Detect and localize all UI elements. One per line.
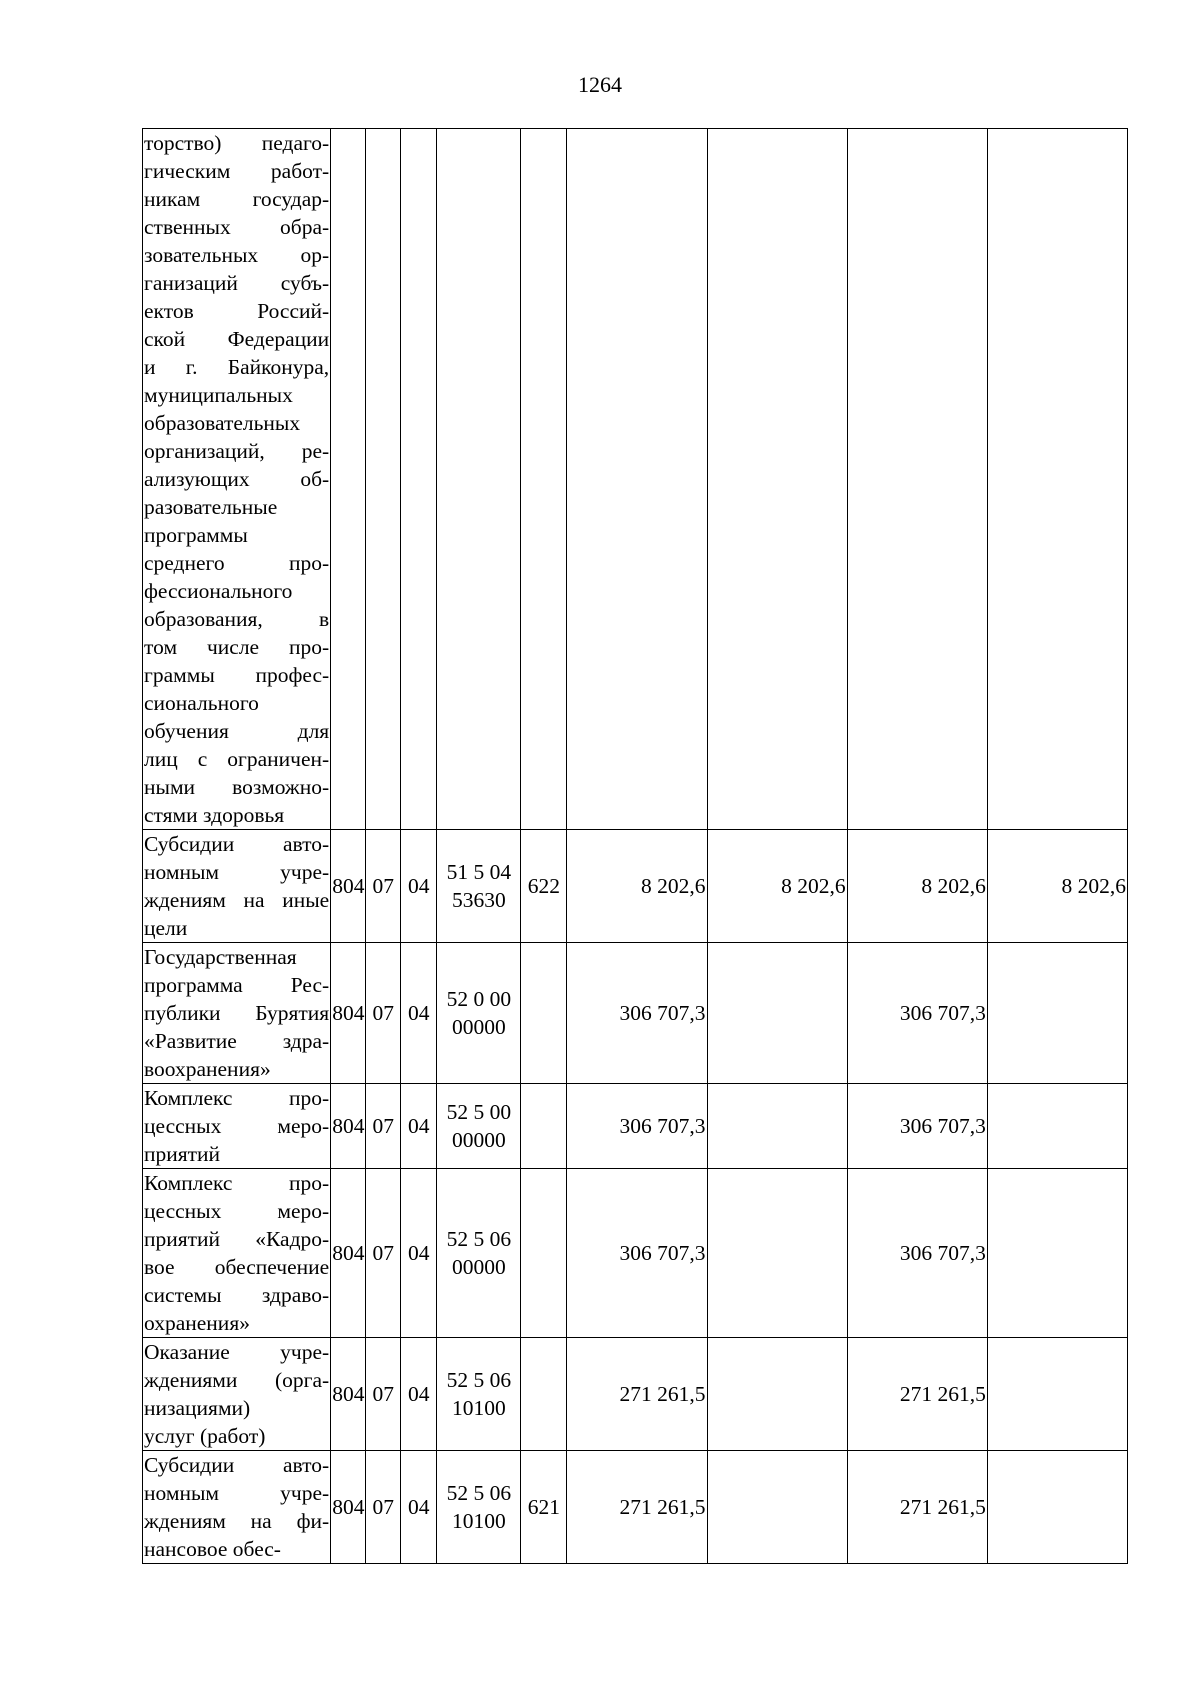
amount-4 <box>987 1084 1127 1169</box>
amount-4 <box>987 943 1127 1084</box>
amount-1: 306 707,3 <box>567 1084 707 1169</box>
description-line: образования, в <box>144 607 330 631</box>
amount-3 <box>847 129 987 830</box>
section-code: 07 <box>366 1338 401 1451</box>
subsection-code: 04 <box>401 830 437 943</box>
amount-3: 306 707,3 <box>847 943 987 1084</box>
table-row <box>143 1338 1128 1451</box>
row-description <box>143 943 331 1084</box>
amount-1: 306 707,3 <box>567 1169 707 1338</box>
description-line: муниципальных <box>144 383 293 407</box>
description-line: услуг (работ) <box>144 1424 266 1448</box>
target-article-code <box>437 1338 521 1451</box>
row-description <box>143 129 331 830</box>
expense-type-code: 621 <box>521 1451 567 1564</box>
subsection-code: 04 <box>401 1084 437 1169</box>
description-line: ектов Россий- <box>144 299 330 323</box>
description-line: цессных меро- <box>144 1114 330 1138</box>
description-line: лиц с ограничен- <box>144 747 330 771</box>
amount-3: 8 202,6 <box>847 830 987 943</box>
description-line: ждениям на фи- <box>144 1509 330 1533</box>
row-description <box>143 1169 331 1338</box>
target-article-code-line-1: 52 5 06 <box>446 1368 512 1392</box>
target-article-code-line-1: 52 0 00 <box>446 987 512 1011</box>
subsection-code <box>401 129 437 830</box>
table-row <box>143 1451 1128 1564</box>
subsection-code: 04 <box>401 1169 437 1338</box>
subsection-code: 04 <box>401 943 437 1084</box>
page-number: 1264 <box>578 72 622 97</box>
amount-2 <box>707 1084 847 1169</box>
amount-2 <box>707 943 847 1084</box>
description-line: номным учре- <box>144 1481 330 1505</box>
target-article-code-line-2: 00000 <box>451 1128 506 1152</box>
table-body <box>143 129 1128 1564</box>
description-line: ганизаций субъ- <box>144 271 330 295</box>
amount-1: 271 261,5 <box>567 1451 707 1564</box>
target-article-code <box>437 129 521 830</box>
section-code: 07 <box>366 1169 401 1338</box>
description-line: низациями) <box>144 1396 251 1420</box>
amount-4 <box>987 1451 1127 1564</box>
grbs-code <box>331 129 366 830</box>
section-code: 07 <box>366 830 401 943</box>
target-article-code-line-2: 10100 <box>451 1509 506 1533</box>
amount-1: 271 261,5 <box>567 1338 707 1451</box>
description-line: Оказание учре- <box>144 1340 330 1364</box>
row-description <box>143 1451 331 1564</box>
description-line: программы <box>144 523 248 547</box>
description-line: Субсидии авто- <box>144 1453 330 1477</box>
target-article-code-line-1: 52 5 06 <box>446 1227 512 1251</box>
description-line: ственных обра- <box>144 215 330 239</box>
description-line: публики Бурятия <box>144 1001 330 1025</box>
description-line: «Развитие здра- <box>144 1029 330 1053</box>
target-article-code <box>437 1169 521 1338</box>
description-line: воохранения» <box>144 1057 271 1081</box>
amount-2 <box>707 1451 847 1564</box>
table-row <box>143 129 1128 830</box>
amount-3: 271 261,5 <box>847 1338 987 1451</box>
description-line: охранения» <box>144 1311 250 1335</box>
expense-type-code <box>521 129 567 830</box>
target-article-code-line-2: 10100 <box>451 1396 506 1420</box>
target-article-code-line-2: 53630 <box>451 888 506 912</box>
amount-4 <box>987 1338 1127 1451</box>
expense-type-code <box>521 1169 567 1338</box>
amount-2 <box>707 129 847 830</box>
description-line: Государственная <box>144 945 297 969</box>
target-article-code <box>437 830 521 943</box>
table-row <box>143 1169 1128 1338</box>
description-line: ской Федерации <box>144 327 330 351</box>
description-line: гическим работ- <box>144 159 330 183</box>
description-line: Комплекс про- <box>144 1086 330 1110</box>
description-line: ждениям на иные <box>144 888 330 912</box>
amount-3: 306 707,3 <box>847 1084 987 1169</box>
target-article-code-line-1: 52 5 06 <box>446 1481 512 1505</box>
target-article-code-line-2: 00000 <box>451 1255 506 1279</box>
expense-type-code <box>521 1338 567 1451</box>
description-line: зовательных ор- <box>144 243 330 267</box>
description-line: вое обеспечение <box>144 1255 330 1279</box>
expense-type-code: 622 <box>521 830 567 943</box>
description-line: и г. Байконура, <box>144 355 330 379</box>
target-article-code-line-2: 00000 <box>451 1015 506 1039</box>
row-description <box>143 1084 331 1169</box>
target-article-code-line-1: 52 5 00 <box>446 1100 512 1124</box>
description-line: том числе про- <box>144 635 330 659</box>
amount-1 <box>567 129 707 830</box>
section-code: 07 <box>366 943 401 1084</box>
grbs-code: 804 <box>331 1451 366 1564</box>
table-row <box>143 1084 1128 1169</box>
amount-2: 8 202,6 <box>707 830 847 943</box>
row-description <box>143 830 331 943</box>
subsection-code: 04 <box>401 1451 437 1564</box>
description-line: разовательные <box>144 495 278 519</box>
description-line: программа Рес- <box>144 973 330 997</box>
amount-4 <box>987 129 1127 830</box>
description-line: цессных меро- <box>144 1199 330 1223</box>
subsection-code: 04 <box>401 1338 437 1451</box>
grbs-code: 804 <box>331 943 366 1084</box>
amount-3: 306 707,3 <box>847 1169 987 1338</box>
grbs-code: 804 <box>331 1169 366 1338</box>
description-line: Субсидии авто- <box>144 832 330 856</box>
description-line: среднего про- <box>144 551 330 575</box>
description-line: никам государ- <box>144 187 330 211</box>
description-line: номным учре- <box>144 860 330 884</box>
description-line: системы здраво- <box>144 1283 330 1307</box>
description-line: организаций, ре- <box>144 439 330 463</box>
table-row <box>143 830 1128 943</box>
expense-type-code <box>521 943 567 1084</box>
table-row <box>143 943 1128 1084</box>
description-line: сионального <box>144 691 259 715</box>
row-description <box>143 1338 331 1451</box>
section-code <box>366 129 401 830</box>
expense-type-code <box>521 1084 567 1169</box>
amount-2 <box>707 1169 847 1338</box>
amount-2 <box>707 1338 847 1451</box>
grbs-code: 804 <box>331 1338 366 1451</box>
description-line: стями здоровья <box>144 803 285 827</box>
amount-1: 8 202,6 <box>567 830 707 943</box>
grbs-code: 804 <box>331 830 366 943</box>
description-line: приятий <box>144 1142 221 1166</box>
description-line: граммы профес- <box>144 663 330 687</box>
description-line: приятий «Кадро- <box>144 1227 330 1251</box>
target-article-code <box>437 1451 521 1564</box>
amount-4 <box>987 1169 1127 1338</box>
target-article-code-line-1: 51 5 04 <box>446 860 512 884</box>
target-article-code <box>437 943 521 1084</box>
description-line: цели <box>144 916 188 940</box>
grbs-code: 804 <box>331 1084 366 1169</box>
description-line: ждениями (орга- <box>144 1368 330 1392</box>
description-line: торство) педаго- <box>144 131 330 155</box>
amount-4: 8 202,6 <box>987 830 1127 943</box>
budget-table <box>142 128 1128 1564</box>
description-line: ными возможно- <box>144 775 330 799</box>
section-code: 07 <box>366 1084 401 1169</box>
target-article-code <box>437 1084 521 1169</box>
section-code: 07 <box>366 1451 401 1564</box>
amount-1: 306 707,3 <box>567 943 707 1084</box>
description-line: образовательных <box>144 411 301 435</box>
description-line: обучения для <box>144 719 330 743</box>
description-line: нансовое обес- <box>144 1537 281 1561</box>
description-line: Комплекс про- <box>144 1171 330 1195</box>
description-line: фессионального <box>144 579 293 603</box>
description-line: ализующих об- <box>144 467 330 491</box>
amount-3: 271 261,5 <box>847 1451 987 1564</box>
